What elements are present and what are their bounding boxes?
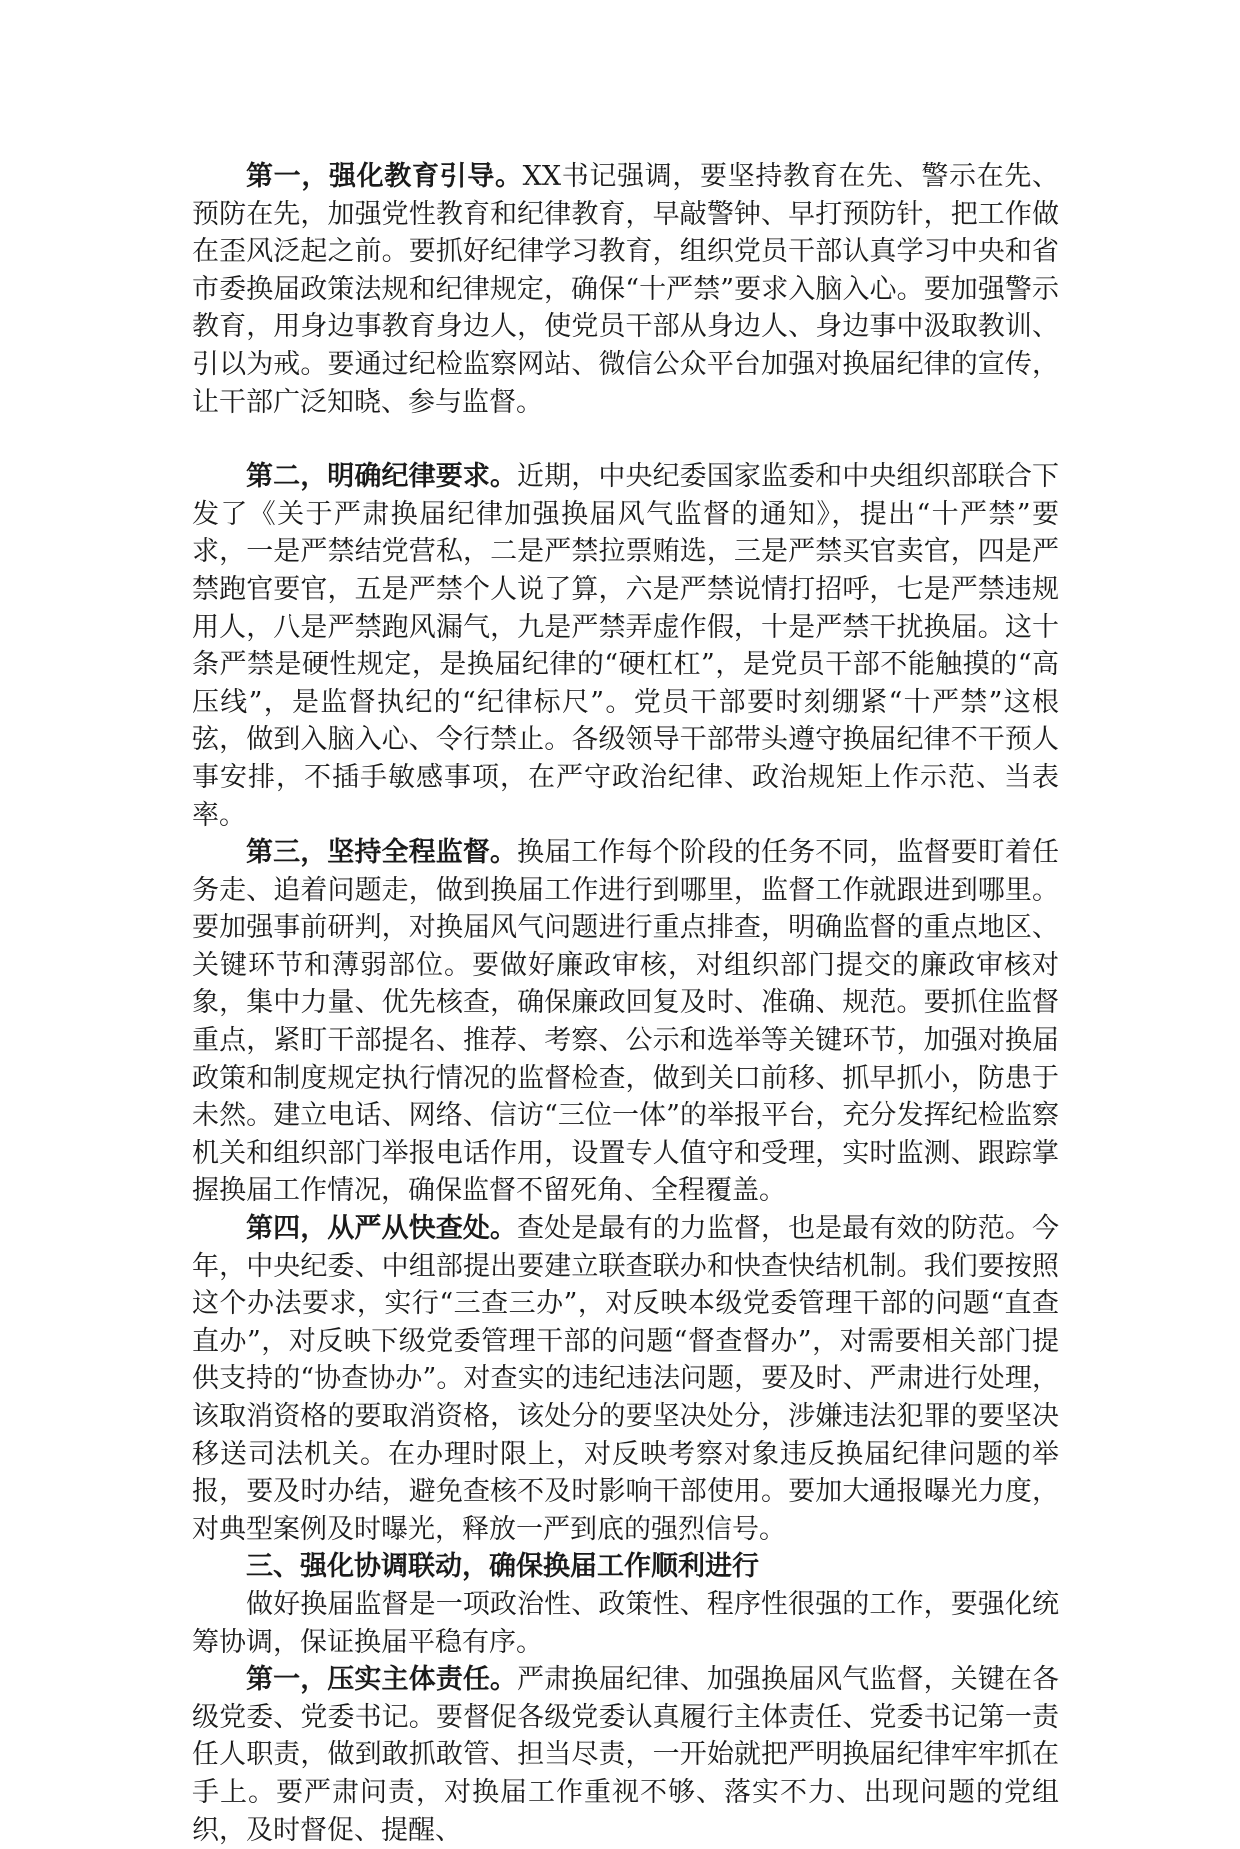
paragraph-discipline	[192, 458, 1059, 834]
paragraph-text: 换届工作每个阶段的任务不同，监督要盯着任务走、追着问题走，做到换届工作进行到哪里，监督工作就跟进到哪里。要加强事前研判，对换届风气问题进行重点排查，明确监督的重点地区、关键环节和薄弱部位。要做好廉政审核，对组织部门提交的廉政审核对象，集中力量、优先核查，确保廉政回复及时、准确、规范。要抓住监督重点，紧盯干部提名、推荐、考察、公示和选举等关键环节，加强对换届政策和制度规定执行情况的监督检查，做到关口前移、抓早抓小，防患于未然。建立电话、网络、信访“三位一体”的举报平台，充分发挥纪检监察机关和组织部门举报电话作用，设置专人值守和受理，实时监测、跟踪掌握换届工作情况，确保监督不留死角、全程覆盖。	[192, 837, 1060, 1207]
paragraph-text: 近期，中央纪委国家监委和中央组织部联合下发了《关于严肃换届纪律加强换届风气监督的通知》，提出“十严禁”要求，一是严禁结党营私，二是严禁拉票贿选，三是严禁买官卖官，四是严禁跑官要官，五是严禁个人说了算，六是严禁说情打招呼，七是严禁违规用人，八是严禁跑风漏气，九是严禁弄虚作假，十是严禁干扰换届。这十条严禁是硬性规定，是换届纪律的“硬杠杠”，是党员干部不能触摸的“高压线”，是监督执纪的“纪律标尺”。党员干部要时刻绷紧“十严禁”这根弦，做到入脑入心、令行禁止。各级领导干部带头遵守换届纪律不干预人事安排，不插手敏感事项，在严守政治纪律、政治规矩上作示范、当表率。	[192, 461, 1060, 831]
paragraph-text: 查处是最有的力监督，也是最有效的防范。今年，中央纪委、中组部提出要建立联查联办和快查快结机制。我们要按照这个办法要求，实行“三查三办”，对反映本级党委管理干部的问题“直查直办”，对反映下级党委管理干部的问题“督查督办”，对需要相关部门提供支持的“协查协办”。对查实的违纪违法问题，要及时、严肃进行处理，该取消资格的要取消资格，该处分的要坚决处分，涉嫌违法犯罪的要坚决移送司法机关。在办理时限上，对反映考察对象违反换届纪律问题的举报，要及时办结，避免查核不及时影响干部使用。要加大通报曝光力度，对典型案例及时曝光，释放一严到底的强烈信号。	[192, 1213, 1060, 1545]
paragraph-text: 严肃换届纪律、加强换届风气监督，关键在各级党委、党委书记。要督促各级党委认真履行主体责任、党委书记第一责任人职责，做到敢抓敢管、担当尽责，一开始就把严明换届纪律牢牢抓在手上。要严肃问责，对换届工作重视不够、落实不力、出现问题的党组织，及时督促、提醒、	[192, 1664, 1060, 1846]
paragraph-lead: 第一，压实主体责任。	[246, 1664, 518, 1696]
paragraph-lead: 第四，从严从快查处。	[246, 1213, 518, 1245]
paragraph-lead: 第二，明确纪律要求。	[246, 461, 518, 493]
paragraph-lead: 第三，坚持全程监督。	[246, 837, 518, 869]
section-intro: 做好换届监督是一项政治性、政策性、程序性很强的工作，要强化统筹协调，保证换届平稳有序。	[192, 1588, 1059, 1658]
paragraph-lead: 第一，强化教育引导。	[246, 161, 523, 192]
paragraph-responsibility	[192, 1661, 1059, 1849]
paragraph-investigation	[192, 1210, 1059, 1548]
document-page	[192, 158, 1059, 1849]
section-heading: 三、强化协调联动，确保换届工作顺利进行	[246, 1551, 759, 1583]
paragraph-supervision	[192, 834, 1059, 1210]
paragraph-education	[192, 158, 1059, 421]
paragraph-text: XX书记强调，要坚持教育在先、警示在先、预防在先，加强党性教育和纪律教育，早敲警钟、早打预防针，把工作做在歪风泛起之前。要抓好纪律学习教育，组织党员干部认真学习中央和省市委换届政策法规和纪律规定，确保“十严禁”要求入脑入心。要加强警示教育，用身边事教育身边人，使党员干部从身边人、身边事中汲取教训、引以为戒。要通过纪检监察网站、微信公众平台加强对换届纪律的宣传，让干部广泛知晓、参与监督。	[192, 161, 1059, 418]
